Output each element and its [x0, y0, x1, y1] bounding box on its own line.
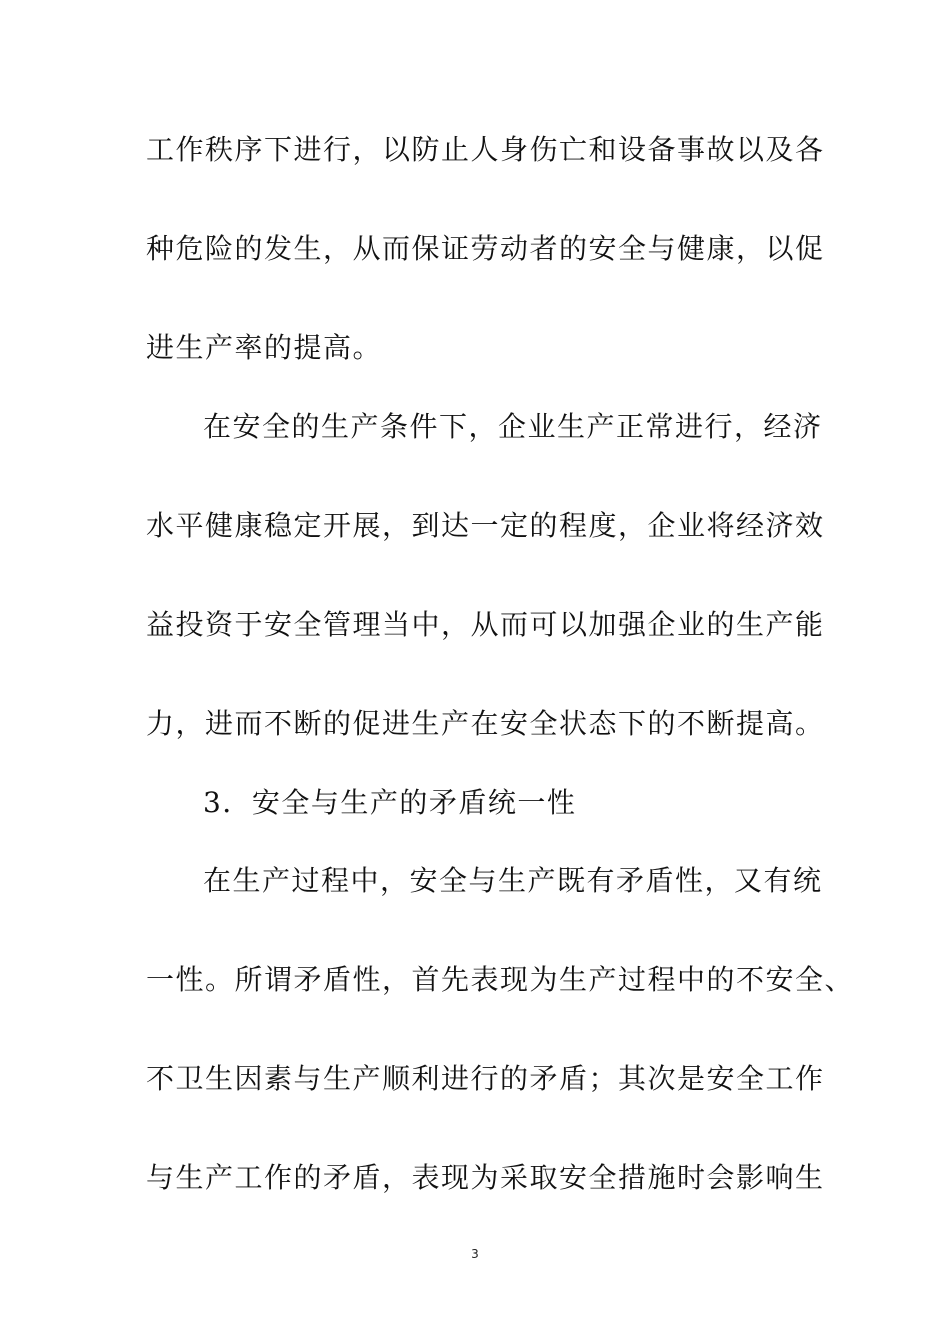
section-heading: 3．安全与生产的矛盾统一性	[203, 786, 577, 819]
paragraph-line: 水平健康稳定开展，到达一定的程度，企业将经济效	[146, 509, 825, 542]
paragraph-line: 一性。所谓矛盾性，首先表现为生产过程中的不安全、	[146, 963, 855, 996]
paragraph-line: 力，进而不断的促进生产在安全状态下的不断提高。	[146, 707, 825, 740]
paragraph-line: 进生产率的提高。	[146, 331, 383, 364]
paragraph-line: 工作秩序下进行，以防止人身伤亡和设备事故以及各	[146, 133, 825, 166]
paragraph-line: 种危险的发生，从而保证劳动者的安全与健康，以促	[146, 232, 825, 265]
paragraph-line: 在安全的生产条件下，企业生产正常进行，经济	[203, 410, 823, 443]
page-number: 3	[471, 1247, 479, 1261]
paragraph-line: 在生产过程中，安全与生产既有矛盾性，又有统	[203, 864, 823, 897]
paragraph-line: 益投资于安全管理当中，从而可以加强企业的生产能	[146, 608, 825, 641]
paragraph-line: 不卫生因素与生产顺利进行的矛盾；其次是安全工作	[146, 1062, 825, 1095]
paragraph-line: 与生产工作的矛盾，表现为采取安全措施时会影响生	[146, 1161, 825, 1194]
